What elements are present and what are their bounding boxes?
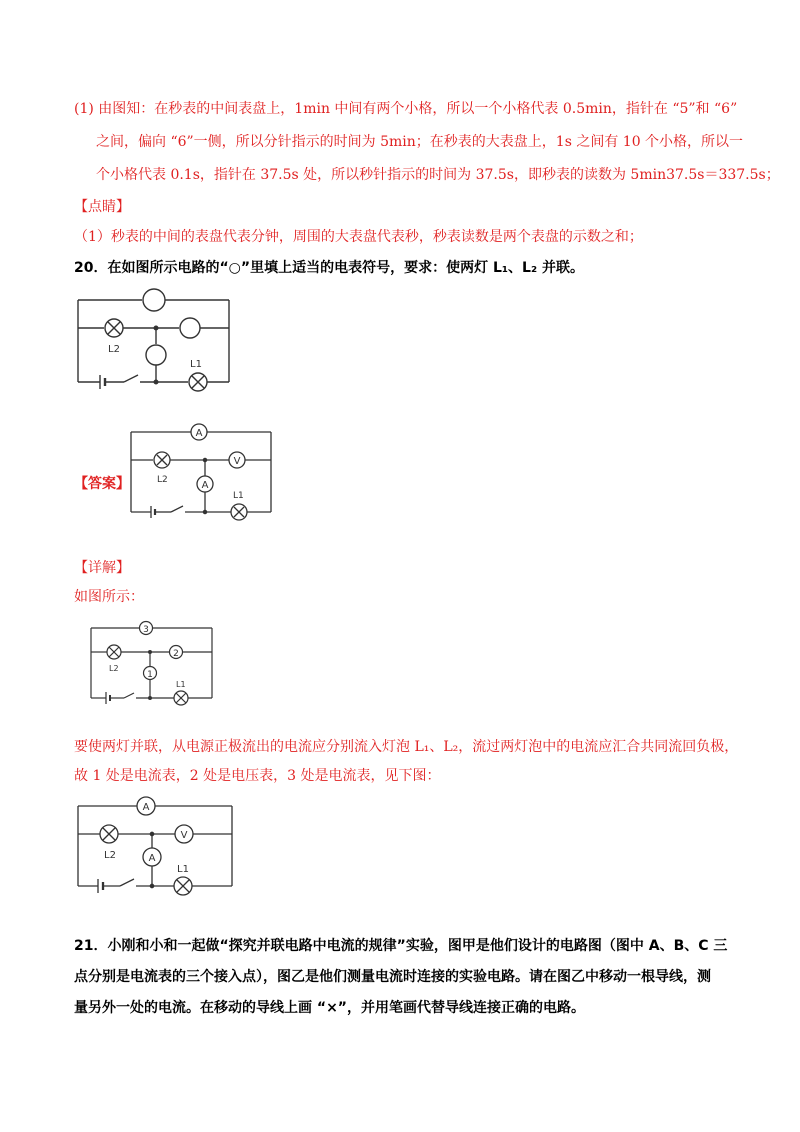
voltmeter-label: V — [233, 456, 241, 467]
dianjing-heading: 【点睛】 — [74, 199, 130, 215]
final-ammeter-top: A — [142, 802, 150, 813]
lamp-label-l2: L2 — [108, 344, 120, 355]
circuit-figure-numbered — [88, 614, 218, 714]
q21-line-2: 点分别是电流表的三个接入点），图乙是他们测量电流时连接的实验电路。请在图乙中移动一根导线，测 — [74, 969, 711, 985]
final-lamp-l2: L2 — [104, 850, 116, 861]
final-lamp-l1: L1 — [177, 864, 189, 875]
num-label-3: 3 — [143, 625, 149, 635]
q21-line-1: 21．小刚和小和一起做“探究并联电路中电流的规律”实验，图甲是他们设计的电路图（图中 A、B、C 三 — [74, 938, 728, 954]
circuit-figure-answer — [127, 418, 277, 526]
answer-lamp-l1: L1 — [233, 491, 244, 501]
final-voltmeter: V — [180, 830, 188, 841]
answer-lamp-l2: L2 — [157, 475, 168, 485]
circuit-figure-final — [72, 790, 242, 902]
final-ammeter-mid: A — [148, 853, 156, 864]
ammeter-label-mid: A — [201, 480, 209, 491]
answer-label: 【答案】 — [74, 476, 130, 492]
q19-analysis-line-2: 之间，偏向 “6”一侧，所以分针指示的时间为 5min；在秒表的大表盘上，1s 之间有 10 个小格，所以一 — [96, 134, 744, 150]
q19-analysis-line-1: (1) 由图知：在秒表的中间表盘上，1min 中间有两个小格，所以一个小格代表 0.5min，指针在 “5”和 “6” — [74, 101, 738, 117]
explain-line-2: 故 1 处是电流表，2 处是电压表，3 处是电流表，见下图： — [74, 768, 441, 784]
q19-analysis-line-3: 个小格代表 0.1s，指针在 37.5s 处，所以秒针指示的时间为 37.5s，即秒表的读数为 5min37.5s＝337.5s； — [96, 167, 780, 183]
circuit-figure-question — [72, 282, 242, 398]
explain-line-1: 要使两灯并联，从电源正极流出的电流应分别流入灯泡 L₁、L₂，流过两灯泡中的电流应汇合共同流回负极， — [74, 739, 739, 755]
num-label-1: 1 — [147, 670, 153, 680]
dianjing-text: （1）秒表的中间的表盘代表分钟，周围的大表盘代表秒，秒表读数是两个表盘的示数之和； — [74, 229, 643, 245]
q20-question: 20．在如图所示电路的“○”里填上适当的电表符号，要求：使两灯 L₁、L₂ 并联。 — [74, 260, 584, 276]
num-fig-lamp-l1: L1 — [176, 680, 186, 689]
q21-line-3: 量另外一处的电流。在移动的导线上画 “×”，并用笔画代替导线连接正确的电路。 — [74, 1000, 586, 1016]
detail-intro: 如图所示： — [74, 589, 144, 605]
ammeter-label-top: A — [195, 428, 203, 439]
num-fig-lamp-l2: L2 — [109, 664, 119, 673]
num-label-2: 2 — [173, 649, 179, 659]
lamp-label-l1: L1 — [190, 359, 202, 370]
detail-label: 【详解】 — [74, 560, 130, 576]
